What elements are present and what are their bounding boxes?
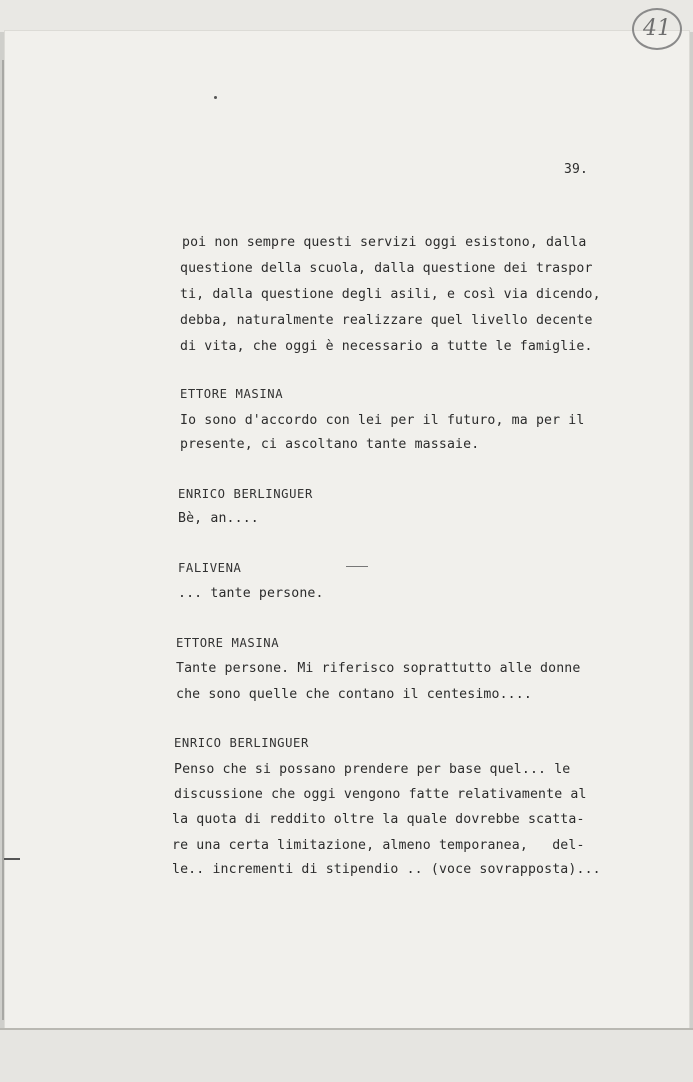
typewritten-page xyxy=(4,30,690,1072)
text-line: che sono quelle che contano il centesimo.... xyxy=(176,687,532,702)
text-line: re una certa limitazione, almeno temporanea, del- xyxy=(172,838,585,853)
text-line: Bè, an.... xyxy=(178,511,259,526)
text-line: le.. incrementi di stipendio .. (voce sovrapposta)... xyxy=(172,862,601,877)
archive-stamp: 41 xyxy=(632,8,682,50)
text-line: di vita, che oggi è necessario a tutte le famiglie. xyxy=(180,339,593,354)
scan-top-margin xyxy=(0,0,693,32)
text-line: debba, naturalmente realizzare quel livello decente xyxy=(180,313,593,328)
text-line: Io sono d'accordo con lei per il futuro, ma per il xyxy=(180,413,585,428)
text-line: presente, ci ascoltano tante massaie. xyxy=(180,437,480,452)
text-line: la quota di reddito oltre la quale dovrebbe scatta- xyxy=(172,812,585,827)
page-number: 39. xyxy=(564,162,588,177)
speaker-name: FALIVENA xyxy=(178,561,242,575)
text-line: discussione che oggi vengono fatte relativamente al xyxy=(174,787,587,802)
speaker-name: ENRICO BERLINGUER xyxy=(178,487,313,501)
text-line: ti, dalla questione degli asili, e così via dicendo, xyxy=(180,287,601,302)
stray-dot xyxy=(214,96,217,99)
speaker-name: ETTORE MASINA xyxy=(180,387,284,401)
speaker-name: ENRICO BERLINGUER xyxy=(174,736,309,750)
text-line: ... tante persone. xyxy=(178,586,324,601)
text-line: Penso che si possano prendere per base quel... le xyxy=(174,762,571,777)
speaker-name: ETTORE MASINA xyxy=(176,636,280,650)
text-line: Tante persone. Mi riferisco soprattutto alle donne xyxy=(176,661,581,676)
scan-bottom-margin xyxy=(0,1028,693,1082)
margin-mark xyxy=(4,858,20,860)
text-line: questione della scuola, dalla questione dei traspor xyxy=(180,261,593,276)
margin-mark xyxy=(2,60,4,1020)
text-line: poi non sempre questi servizi oggi esistono, dalla xyxy=(182,235,587,250)
stray-dash xyxy=(346,566,368,567)
